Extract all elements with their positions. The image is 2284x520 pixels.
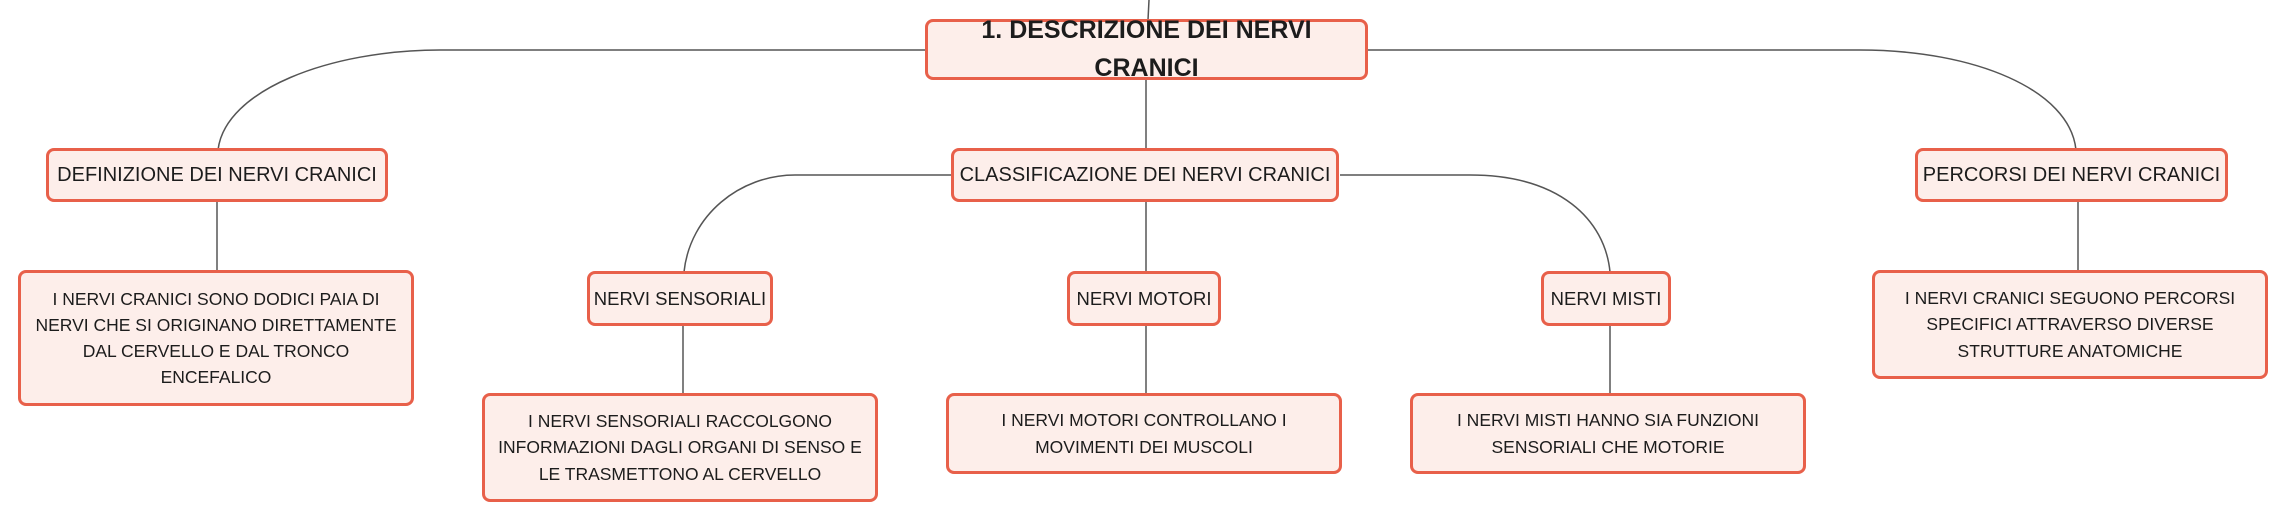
misti-label: NERVI MISTI — [1550, 287, 1662, 309]
misti-detail-text: I NERVI MISTI HANNO SIA FUNZIONI SENSORIALI CHE MOTORIE — [1456, 410, 1760, 457]
percorsi-detail-text: I NERVI CRANICI SEGUONO PERCORSI SPECIFICI ATTRAVERSO DIVERSE STRUTTURE ANATOMICHE — [1904, 288, 2236, 361]
percorsi-node[interactable] — [1915, 148, 2228, 202]
sensoriali-detail-node[interactable] — [482, 393, 878, 502]
misti-node[interactable] — [1541, 271, 1671, 326]
motori-node[interactable] — [1067, 271, 1221, 326]
sensoriali-node[interactable] — [587, 271, 773, 326]
classificazione-node[interactable] — [951, 148, 1339, 202]
connector-classificazione-misti — [1340, 175, 1610, 272]
motori-detail-node[interactable] — [946, 393, 1342, 474]
sensoriali-detail-text: I NERVI SENSORIALI RACCOLGONO INFORMAZIONI DAGLI ORGANI DI SENSO E LE TRASMETTONO AL CERVELLO — [498, 411, 862, 484]
percorsi-label: PERCORSI DEI NERVI CRANICI — [1922, 164, 2221, 186]
sensoriali-label: NERVI SENSORIALI — [593, 287, 767, 309]
misti-detail-node[interactable] — [1410, 393, 1806, 474]
definizione-detail-node[interactable] — [18, 270, 414, 406]
percorsi-detail-node[interactable] — [1872, 270, 2268, 379]
connector-classificazione-sensoriali — [684, 175, 953, 272]
root-topic-label: 1. DESCRIZIONE DEI NERVI CRANICI — [981, 16, 1312, 82]
connector-root-definizione — [218, 50, 925, 150]
definizione-label: DEFINIZIONE DEI NERVI CRANICI — [57, 164, 377, 186]
definizione-detail-text: I NERVI CRANICI SONO DODICI PAIA DI NERVI CHE SI ORIGINANO DIRETTAMENTE DAL CERVELLO E DAL TRONCO ENCEFALICO — [35, 288, 397, 388]
classificazione-label: CLASSIFICAZIONE DEI NERVI CRANICI — [959, 164, 1331, 186]
root-topic-node[interactable] — [925, 16, 1368, 82]
motori-label: NERVI MOTORI — [1076, 287, 1212, 309]
definizione-node[interactable] — [46, 148, 388, 202]
motori-detail-text: I NERVI MOTORI CONTROLLANO I MOVIMENTI DEI MUSCOLI — [1001, 410, 1287, 457]
connector-root-percorsi — [1368, 50, 2076, 150]
